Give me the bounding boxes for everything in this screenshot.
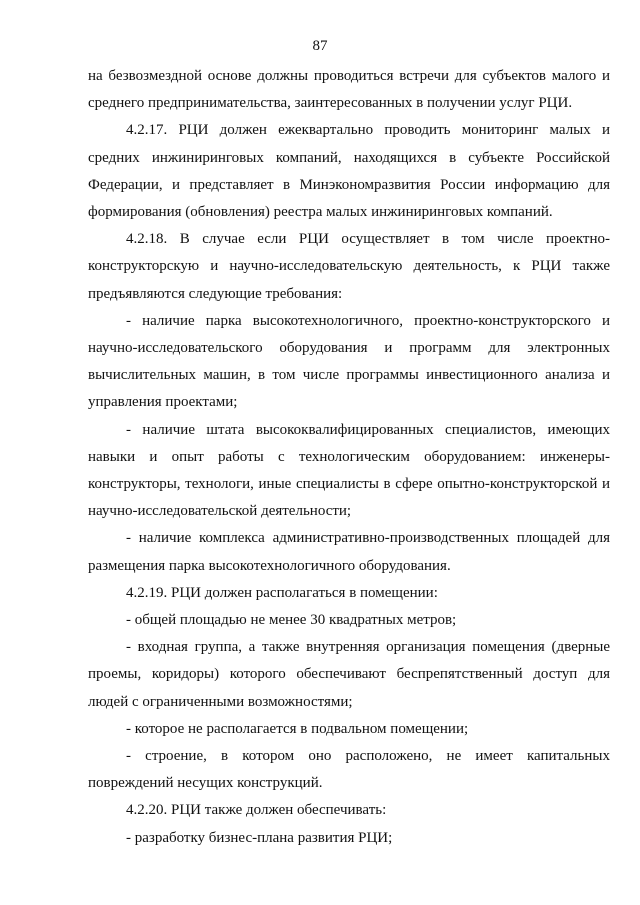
- list-item: - входная группа, а также внутренняя организация помещения (дверные проемы, коридоры) которого обеспечивают беспрепятственный доступ для людей с ограниченными возможностями;: [88, 639, 610, 710]
- paragraph: 4.2.18. В случае если РЦИ осуществляет в том числе проектно-конструкторскую и научно-исследовательскую деятельность, к РЦИ также предъявляются следующие требования:: [88, 231, 610, 302]
- list-item: - которое не располагается в подвальном помещении;: [126, 720, 469, 737]
- paragraph: 4.2.20. РЦИ также должен обеспечивать:: [126, 802, 387, 819]
- list-item: - разработку бизнес-плана развития РЦИ;: [126, 829, 393, 846]
- paragraph: на безвозмездной основе должны проводиться встречи для субъектов малого и среднего предпринимательства, заинтересованных в получении услуг РЦИ.: [88, 68, 610, 112]
- list-item: - наличие парка высокотехнологичного, проектно-конструкторского и научно-исследовательского оборудования и программ для электронных вычислительных машин, в том числе программы инвестиционного анализа и управления проектами;: [88, 312, 610, 411]
- list-item: - строение, в котором оно расположено, не имеет капитальных повреждений несущих конструкций.: [88, 748, 610, 792]
- list-item: - общей площадью не менее 30 квадратных метров;: [126, 612, 457, 629]
- document-body: [88, 63, 610, 852]
- list-item: - наличие комплекса административно-производственных площадей для размещения парка высокотехнологичного оборудования.: [88, 530, 610, 574]
- list-item: - наличие штата высококвалифицированных специалистов, имеющих навыки и опыт работы с технологическим оборудованием: инженеры-конструкторы, технологи, иные специалисты в сфере опытно-конструкторской и научно-исследовательской деятельности;: [88, 421, 610, 520]
- paragraph: 4.2.17. РЦИ должен ежеквартально проводить мониторинг малых и средних инжиниринговых компаний, находящихся в субъекте Российской Федерации, и представляет в Минэкономразвития России информацию для формирования (обновления) реестра малых инжиниринговых компаний.: [88, 122, 610, 221]
- page-number: 87: [312, 38, 328, 54]
- paragraph: 4.2.19. РЦИ должен располагаться в помещении:: [126, 584, 438, 601]
